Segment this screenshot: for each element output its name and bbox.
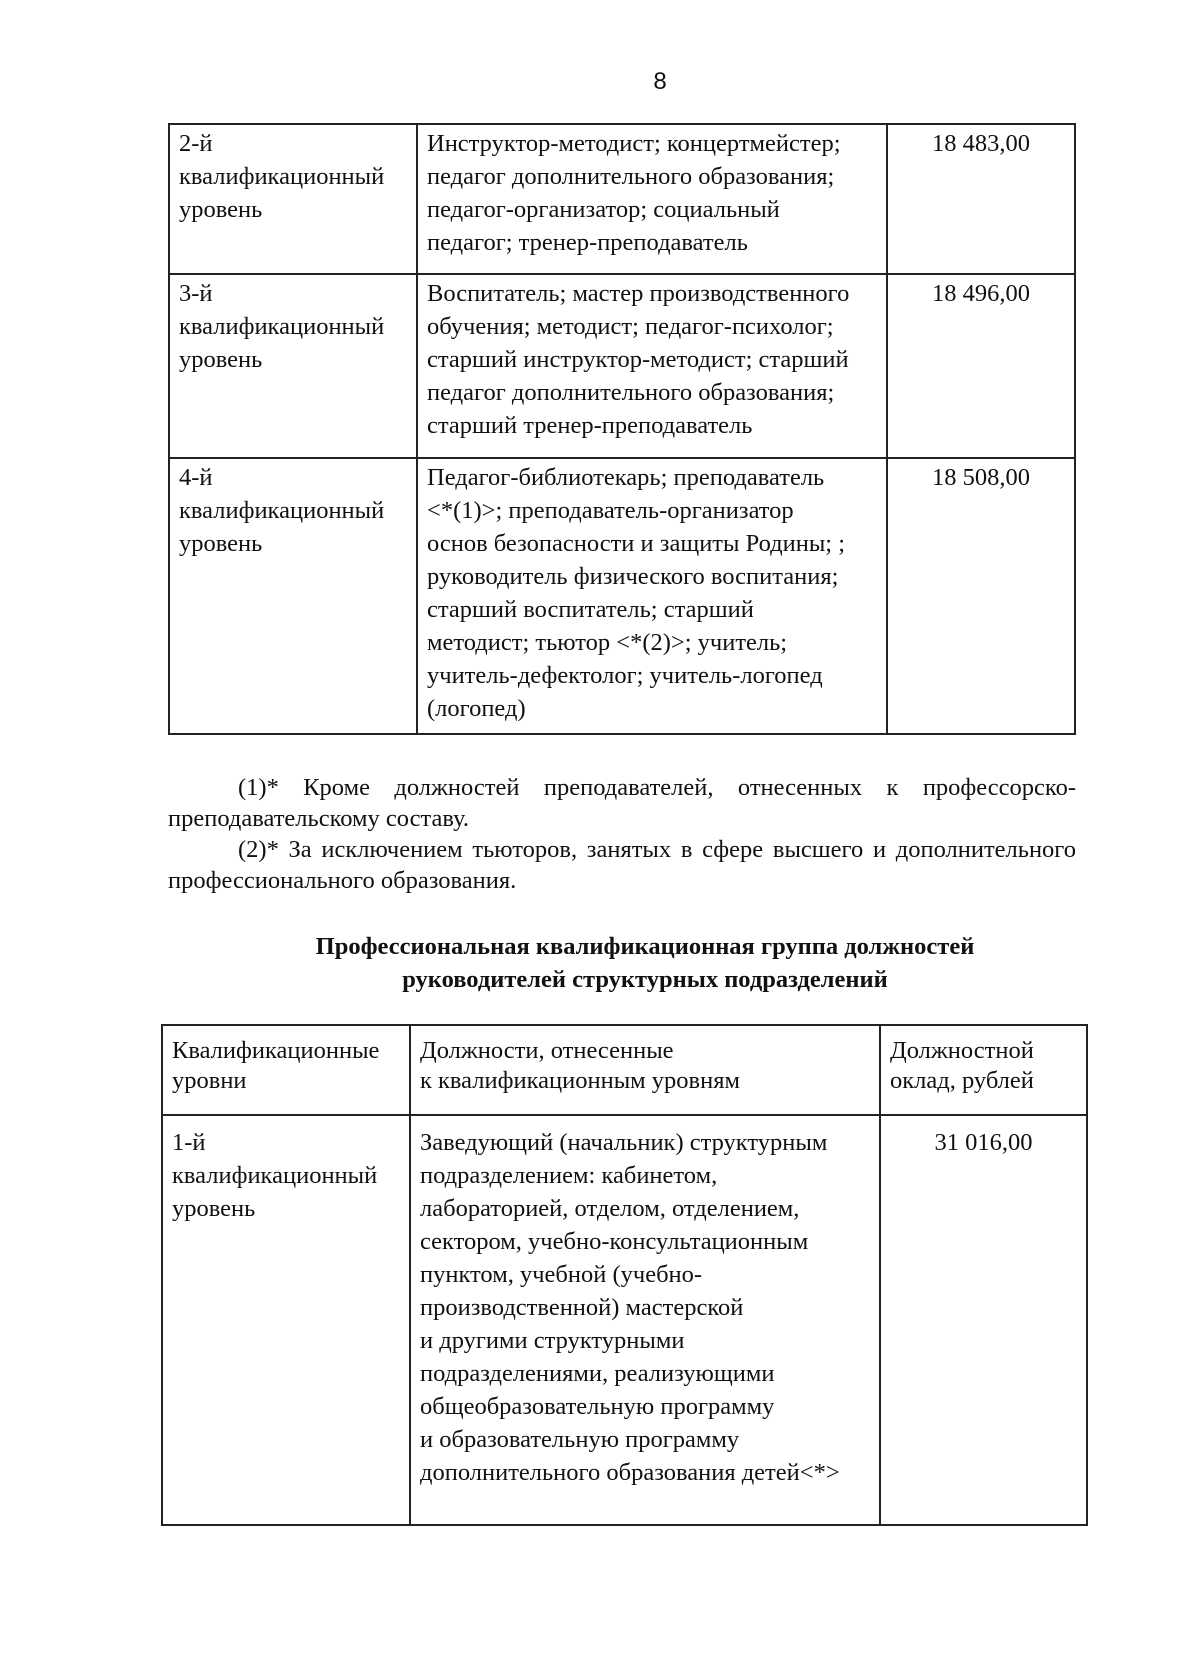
footnotes	[168, 772, 1076, 896]
table-row	[169, 458, 1075, 734]
header-salary	[880, 1025, 1087, 1115]
salary-cell	[887, 458, 1075, 734]
salary-text: 18 483,00	[932, 130, 1030, 157]
positions-text: Инструктор-методист; концертмейстер; педагог дополнительного образования; педагог-организатор; социальный педагог; тренер-преподаватель	[427, 130, 841, 256]
table-row	[162, 1115, 1087, 1525]
positions-cell	[410, 1115, 880, 1525]
header-level-text: Квалификационные уровни	[172, 1037, 380, 1094]
level-text: 1-й квалификационный уровень	[172, 1129, 378, 1222]
level-cell	[169, 458, 417, 734]
table-header-row	[162, 1025, 1087, 1115]
salary-cell	[880, 1115, 1087, 1525]
level-cell	[169, 124, 417, 274]
header-salary-text: Должностной оклад, рублей	[890, 1037, 1034, 1094]
salary-text: 31 016,00	[934, 1129, 1033, 1156]
header-positions-text: Должности, отнесенные к квалификационным уровням	[420, 1037, 740, 1094]
positions-cell	[417, 124, 887, 274]
positions-text: Педагог-библиотекарь; преподаватель <*(1)>; преподаватель-организатор основ безопасности и защиты Родины; ; руководитель физического воспитания; старший воспитатель; старший методист; тьютор <*(2)>; учитель; учитель-дефектолог; учитель-логопед (логопед)	[427, 464, 846, 722]
level-text: 2-й квалификационный уровень	[179, 130, 385, 223]
positions-cell	[417, 274, 887, 458]
level-cell	[162, 1115, 410, 1525]
qualification-table-1	[168, 123, 1076, 735]
footnote-1: (1)* Кроме должностей преподавателей, отнесенных к профессорско-преподавательскому составу.	[168, 774, 1076, 832]
table-row	[169, 124, 1075, 274]
header-positions	[410, 1025, 880, 1115]
qualification-table-2	[161, 1024, 1088, 1526]
positions-text: Заведующий (начальник) структурным подразделением: кабинетом, лабораторией, отделом, отделением, сектором, учебно-консультационным пунктом, учебной (учебно- производственной) мастерской и другими структурными подразделениями, реализующими общеобразовательную программу и образовательную программу дополнительного образования детей<*>	[420, 1129, 840, 1486]
positions-text: Воспитатель; мастер производственного обучения; методист; педагог-психолог; старший инструктор-методист; старший педагог дополнительного образования; старший тренер-преподаватель	[427, 280, 850, 439]
level-text: 3-й квалификационный уровень	[179, 280, 385, 373]
header-level	[162, 1025, 410, 1115]
table-row	[169, 274, 1075, 458]
level-cell	[169, 274, 417, 458]
footnote-2: (2)* За исключением тьюторов, занятых в сфере высшего и дополнительного профессионального образования.	[168, 836, 1076, 894]
section-title: Профессиональная квалификационная группа должностей руководителей структурных подразделений	[315, 933, 975, 993]
salary-cell	[887, 274, 1075, 458]
salary-text: 18 496,00	[932, 280, 1030, 307]
level-text: 4-й квалификационный уровень	[179, 464, 385, 557]
salary-cell	[887, 124, 1075, 274]
salary-text: 18 508,00	[932, 464, 1030, 491]
positions-cell	[417, 458, 887, 734]
page-number: 8	[653, 68, 667, 95]
